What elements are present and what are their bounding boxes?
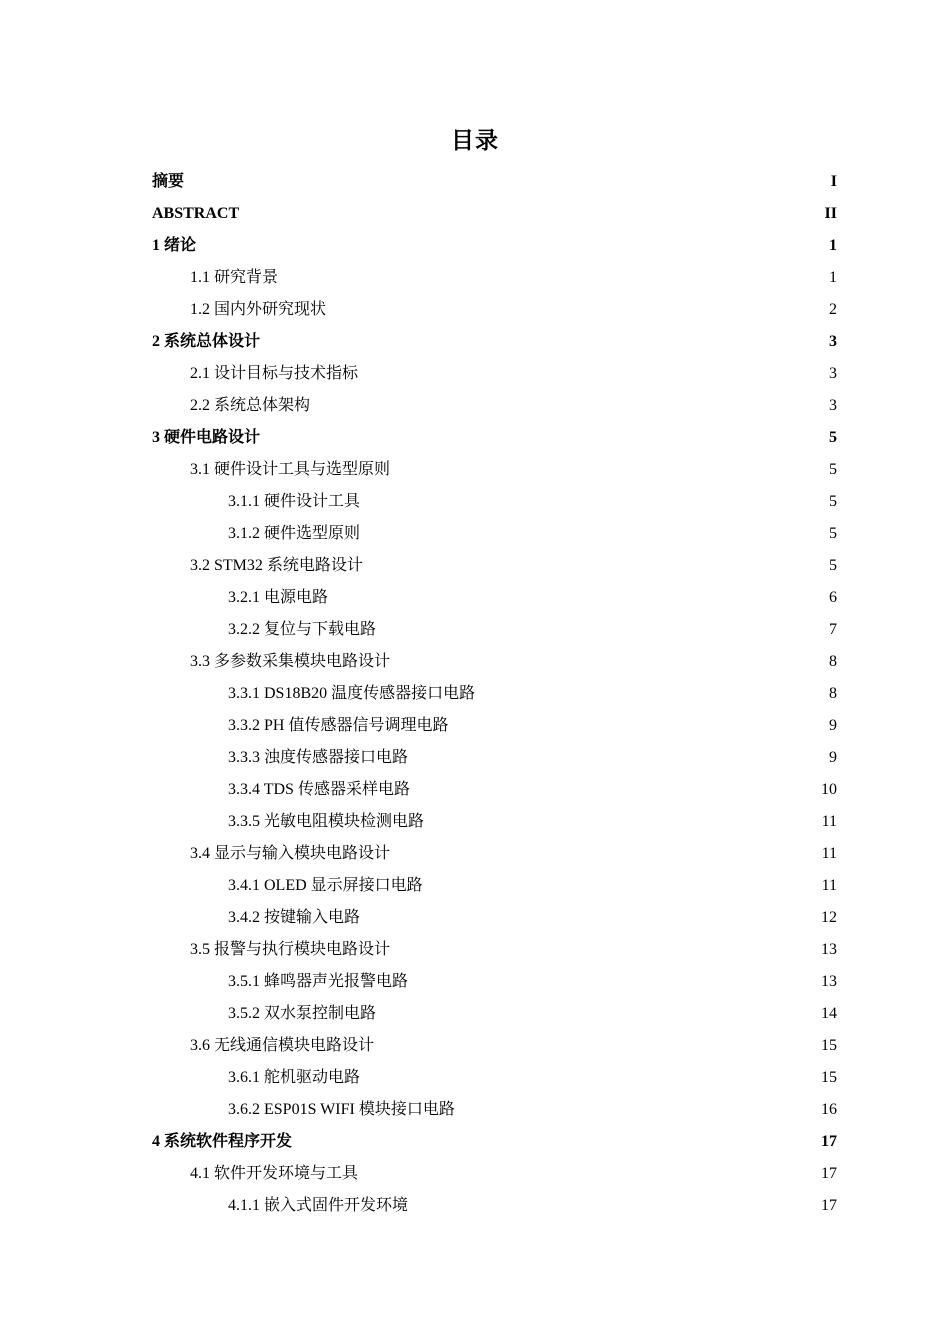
toc-entry[interactable] — [152, 582, 837, 614]
toc-entry-label: 3.5.1 蜂鸣器声光报警电路 — [228, 973, 409, 990]
toc-entry-page-number: 13 — [821, 941, 837, 958]
toc-entry-page-number: 16 — [821, 1101, 837, 1118]
toc-entry-label: 3.3.2 PH 值传感器信号调理电路 — [228, 717, 449, 734]
toc-entry-label: 3.2.1 电源电路 — [228, 589, 329, 606]
toc-entry[interactable] — [152, 646, 837, 678]
toc-entry[interactable] — [152, 198, 837, 230]
toc-entry-page-number: 12 — [821, 909, 837, 926]
toc-entry-page-number: 15 — [821, 1069, 837, 1086]
toc-entry-page-number: 17 — [821, 1197, 837, 1214]
toc-entry[interactable] — [152, 1158, 837, 1190]
toc-entry[interactable] — [152, 1126, 837, 1158]
toc-entry-page-number: 17 — [821, 1165, 837, 1182]
toc-entry-page-number: 5 — [829, 429, 837, 446]
toc-entry[interactable] — [152, 710, 837, 742]
toc-entry-label: 2.2 系统总体架构 — [190, 397, 311, 414]
toc-entry-label: 3.6 无线通信模块电路设计 — [190, 1037, 375, 1054]
toc-entry-page-number: 5 — [829, 461, 837, 478]
toc-entry[interactable] — [152, 326, 837, 358]
toc-entry-page-number: 17 — [821, 1133, 837, 1150]
toc-entry[interactable] — [152, 454, 837, 486]
toc-entry[interactable] — [152, 614, 837, 646]
toc-entry-page-number: 3 — [829, 365, 837, 382]
toc-entry-label: 摘要 — [152, 173, 185, 190]
toc-entry[interactable] — [152, 838, 837, 870]
toc-entry-label: 4.1.1 嵌入式固件开发环境 — [228, 1197, 409, 1214]
toc-entry[interactable] — [152, 518, 837, 550]
table-of-contents — [152, 166, 837, 1222]
toc-entry-page-number: 5 — [829, 493, 837, 510]
toc-entry-page-number: 2 — [829, 301, 837, 318]
toc-entry-page-number: 1 — [829, 269, 837, 286]
toc-entry-page-number: 8 — [829, 653, 837, 670]
toc-entry[interactable] — [152, 742, 837, 774]
toc-entry[interactable] — [152, 230, 837, 262]
toc-entry-label: 4 系统软件程序开发 — [152, 1133, 293, 1150]
toc-entry[interactable] — [152, 1190, 837, 1222]
toc-entry-label: 2.1 设计目标与技术指标 — [190, 365, 359, 382]
toc-entry-label: 1 绪论 — [152, 237, 197, 254]
toc-entry[interactable] — [152, 422, 837, 454]
toc-entry-label: 3.4.2 按键输入电路 — [228, 909, 361, 926]
toc-entry-label: 3.6.2 ESP01S WIFI 模块接口电路 — [228, 1101, 455, 1118]
toc-entry[interactable] — [152, 390, 837, 422]
toc-entry[interactable] — [152, 1062, 837, 1094]
toc-entry-label: 3.4 显示与输入模块电路设计 — [190, 845, 391, 862]
toc-entry-page-number: 8 — [829, 685, 837, 702]
toc-entry-page-number: I — [830, 173, 837, 190]
toc-entry[interactable] — [152, 358, 837, 390]
toc-entry-page-number: 14 — [821, 1005, 837, 1022]
toc-entry[interactable] — [152, 166, 837, 198]
toc-entry-page-number: 11 — [821, 813, 837, 830]
toc-entry-page-number: 10 — [821, 781, 837, 798]
toc-entry-label: 3.5 报警与执行模块电路设计 — [190, 941, 391, 958]
toc-entry-label: 3.3.5 光敏电阻模块检测电路 — [228, 813, 425, 830]
toc-entry-label: 3.3.3 浊度传感器接口电路 — [228, 749, 409, 766]
toc-entry[interactable] — [152, 998, 837, 1030]
toc-entry[interactable] — [152, 870, 837, 902]
toc-entry-label: 3 硬件电路设计 — [152, 429, 261, 446]
toc-entry-page-number: II — [824, 205, 837, 222]
toc-entry[interactable] — [152, 1094, 837, 1126]
toc-entry[interactable] — [152, 902, 837, 934]
toc-entry-page-number: 7 — [829, 621, 837, 638]
toc-entry-page-number: 5 — [829, 525, 837, 542]
toc-entry[interactable] — [152, 294, 837, 326]
toc-entry[interactable] — [152, 1030, 837, 1062]
toc-entry-page-number: 5 — [829, 557, 837, 574]
toc-entry[interactable] — [152, 678, 837, 710]
toc-entry-label: 3.1.1 硬件设计工具 — [228, 493, 361, 510]
toc-entry-label: 3.5.2 双水泵控制电路 — [228, 1005, 377, 1022]
toc-entry[interactable] — [152, 966, 837, 998]
toc-entry[interactable] — [152, 806, 837, 838]
toc-entry-label: 3.2.2 复位与下载电路 — [228, 621, 377, 638]
toc-entry-label: 3.4.1 OLED 显示屏接口电路 — [228, 877, 423, 894]
toc-entry-page-number: 11 — [821, 845, 837, 862]
toc-entry-label: 4.1 软件开发环境与工具 — [190, 1165, 359, 1182]
toc-entry-page-number: 6 — [829, 589, 837, 606]
toc-entry-label: 1.1 研究背景 — [190, 269, 279, 286]
toc-entry-label: 3.1 硬件设计工具与选型原则 — [190, 461, 391, 478]
toc-entry-page-number: 3 — [829, 397, 837, 414]
toc-entry-page-number: 3 — [829, 333, 837, 350]
toc-entry-label: 3.2 STM32 系统电路设计 — [190, 557, 363, 574]
toc-entry-page-number: 11 — [821, 877, 837, 894]
toc-entry-label: 3.6.1 舵机驱动电路 — [228, 1069, 361, 1086]
toc-entry[interactable] — [152, 934, 837, 966]
toc-entry-label: 3.3.4 TDS 传感器采样电路 — [228, 781, 410, 798]
toc-entry-page-number: 9 — [829, 717, 837, 734]
toc-entry-page-number: 13 — [821, 973, 837, 990]
toc-entry-page-number: 15 — [821, 1037, 837, 1054]
toc-entry-label: 3.1.2 硬件选型原则 — [228, 525, 361, 542]
toc-entry-label: 2 系统总体设计 — [152, 333, 261, 350]
toc-entry[interactable] — [152, 486, 837, 518]
toc-entry-label: ABSTRACT — [152, 205, 240, 222]
toc-entry[interactable] — [152, 262, 837, 294]
toc-entry-label: 3.3.1 DS18B20 温度传感器接口电路 — [228, 685, 476, 702]
toc-entry-label: 1.2 国内外研究现状 — [190, 301, 327, 318]
toc-entry-page-number: 9 — [829, 749, 837, 766]
toc-entry[interactable] — [152, 774, 837, 806]
toc-entry-label: 3.3 多参数采集模块电路设计 — [190, 653, 391, 670]
toc-title: 目录 — [451, 128, 499, 154]
toc-entry[interactable] — [152, 550, 837, 582]
toc-entry-page-number: 1 — [829, 237, 837, 254]
